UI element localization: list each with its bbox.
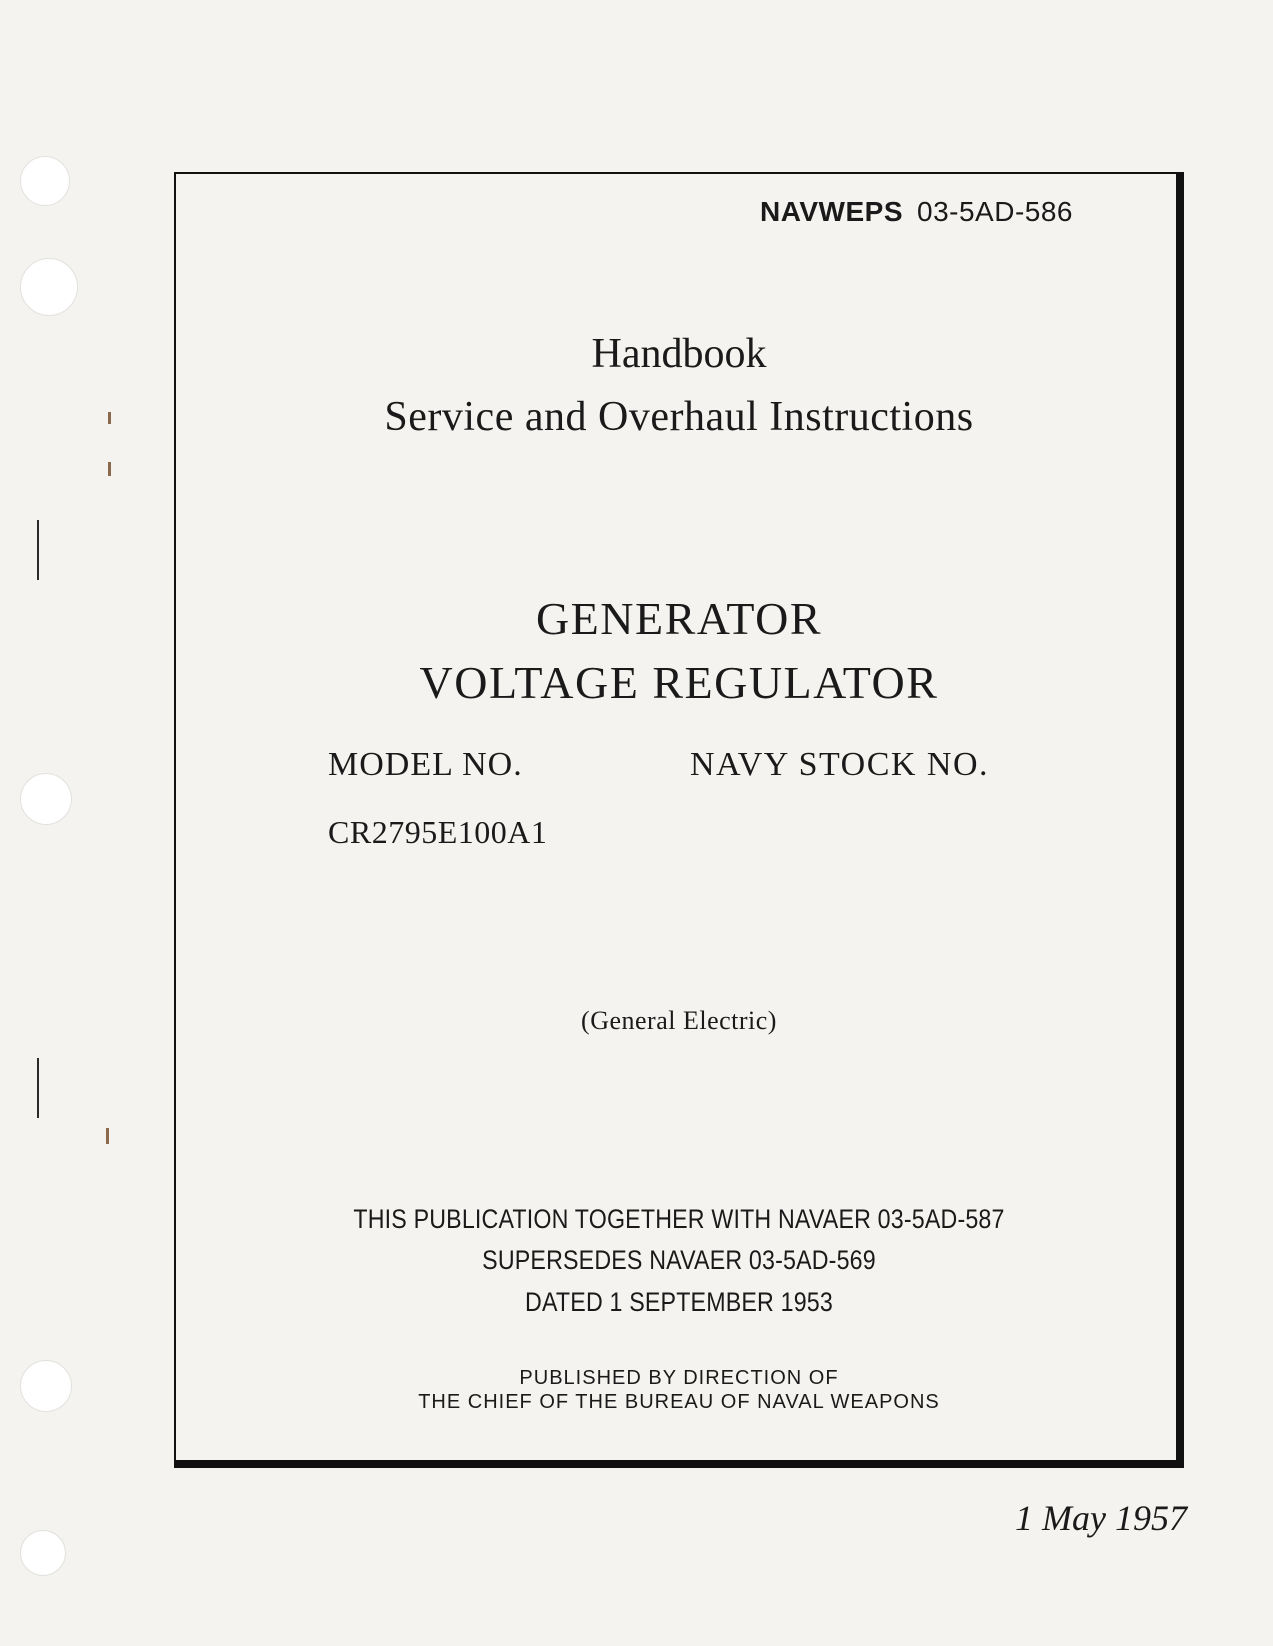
publication-number xyxy=(760,196,1073,228)
supersedes-line-1: THIS PUBLICATION TOGETHER WITH NAVAER 03-5AD-587 xyxy=(353,1204,1005,1234)
navy-stock-number-label: NAVY STOCK NO. xyxy=(690,746,990,783)
scan-mark xyxy=(108,412,111,424)
punch-hole xyxy=(20,258,78,316)
scan-mark xyxy=(108,462,111,476)
punch-hole xyxy=(20,773,72,825)
handbook-subtitle: Service and Overhaul Instructions xyxy=(384,394,974,440)
scan-mark xyxy=(37,520,39,580)
title-line-2: VOLTAGE REGULATOR xyxy=(419,657,939,708)
model-number-value: CR2795E100A1 xyxy=(328,814,548,850)
punch-hole xyxy=(20,1530,66,1576)
punch-hole xyxy=(20,156,70,206)
published-by-line-1: PUBLISHED BY DIRECTION OF xyxy=(519,1367,839,1389)
publication-prefix: NAVWEPS xyxy=(760,196,904,227)
scan-mark xyxy=(37,1058,39,1118)
scan-mark xyxy=(106,1128,109,1144)
supersedes-line-2: SUPERSEDES NAVAER 03-5AD-569 xyxy=(482,1245,876,1275)
handbook-heading: Handbook xyxy=(591,331,767,377)
punch-hole xyxy=(20,1360,72,1412)
title-line-1: GENERATOR xyxy=(535,593,823,644)
publication-number-value: 03-5AD-586 xyxy=(917,196,1073,227)
publication-date: 1 May 1957 xyxy=(1015,1498,1187,1538)
manufacturer: (General Electric) xyxy=(581,1006,777,1035)
published-by-line-2: THE CHIEF OF THE BUREAU OF NAVAL WEAPONS xyxy=(418,1391,940,1413)
model-number-label: MODEL NO. xyxy=(328,746,523,783)
supersedes-line-3: DATED 1 SEPTEMBER 1953 xyxy=(525,1287,833,1317)
